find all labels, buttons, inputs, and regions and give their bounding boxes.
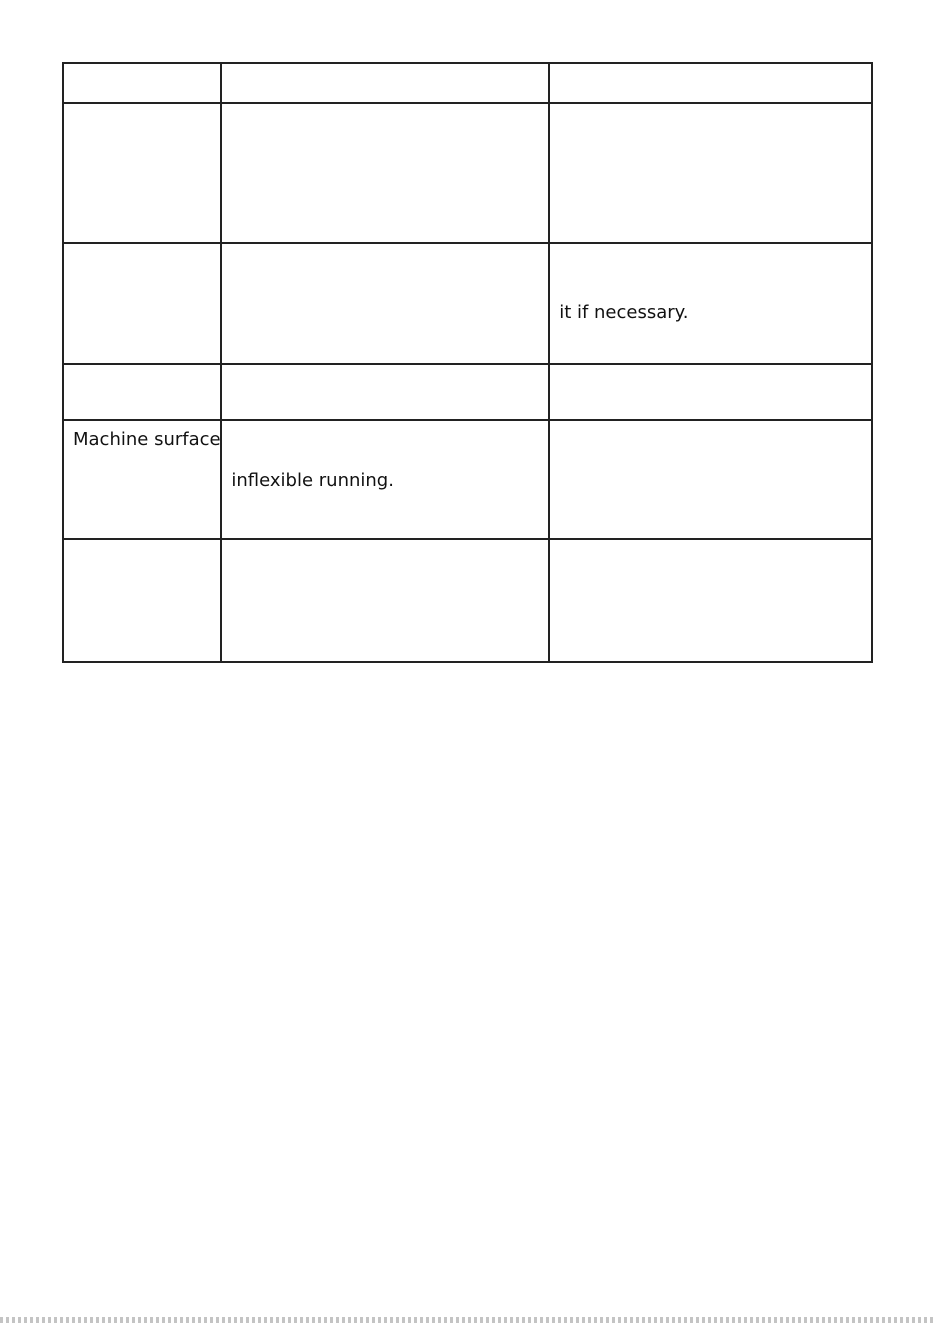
table-cell <box>549 364 872 420</box>
table-cell <box>549 103 872 243</box>
table-cell <box>63 103 221 243</box>
table-cell <box>549 420 872 539</box>
header-cell-3 <box>549 63 872 103</box>
symptom-text: inflexible running. <box>231 470 394 491</box>
part-label: Machine surface <box>73 429 221 450</box>
solution-text: it if necessary. <box>559 302 689 323</box>
table-cell <box>63 364 221 420</box>
table-cell <box>221 420 549 539</box>
table-cell <box>221 103 549 243</box>
table-header-row <box>63 63 872 103</box>
table-row <box>63 103 872 243</box>
header-cell-1 <box>63 63 221 103</box>
table-cell <box>549 539 872 662</box>
table-cell <box>221 364 549 420</box>
table-row <box>63 420 872 539</box>
table-row <box>63 364 872 420</box>
table-cell <box>63 420 221 539</box>
table-cell <box>549 243 872 364</box>
table-row <box>63 243 872 364</box>
table-cell <box>221 539 549 662</box>
table-cell <box>221 243 549 364</box>
table-cell <box>63 243 221 364</box>
maintenance-table <box>62 62 873 663</box>
scan-artifact-strip <box>0 1317 934 1323</box>
header-cell-2 <box>221 63 549 103</box>
table-row <box>63 539 872 662</box>
table-cell <box>63 539 221 662</box>
